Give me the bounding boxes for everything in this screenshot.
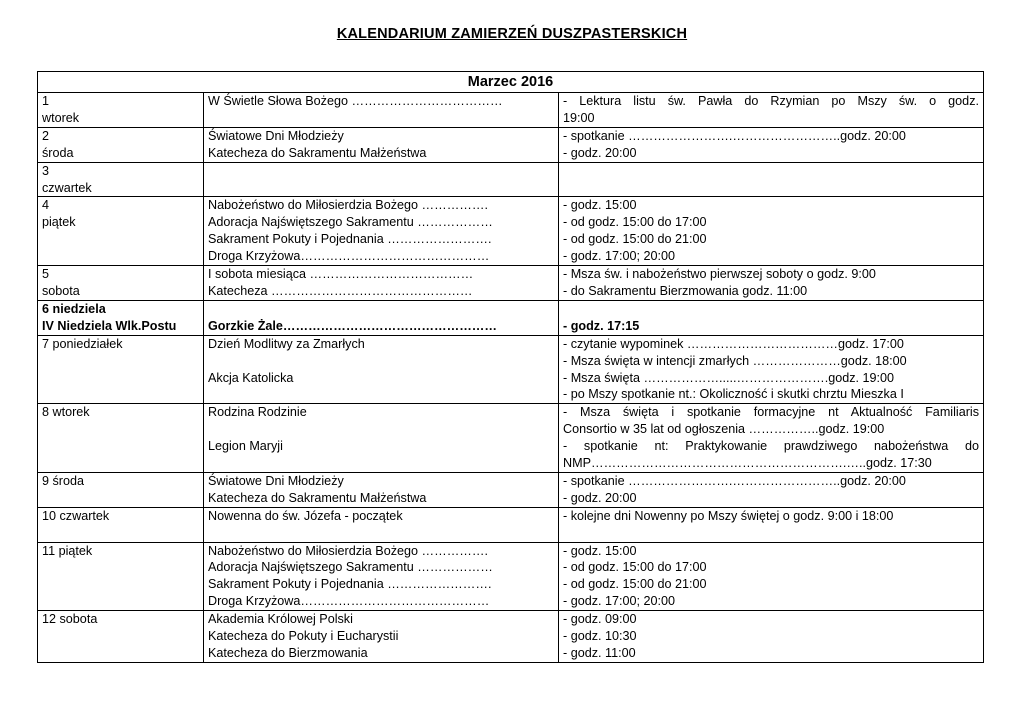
event-cell-line: Nabożeństwo do Miłosierdzia Bożego ……………. [208,198,488,213]
detail-cell [559,266,984,301]
day-cell-line [42,353,199,370]
detail-cell-line: - Msza święta w intencji zmarłych …………………godz. 18:00 [563,353,907,368]
event-cell-line: Sakrament Pokuty i Pojednania ……………………. [208,232,492,247]
day-cell-line: IV Niedziela Wlk.Postu [42,318,177,333]
detail-cell-line: - Msza św. i nabożeństwo pierwszej soboty o godz. 9:00 [563,267,876,282]
day-cell-line: 2 [42,128,50,143]
day-cell-line: 6 niedziela [42,301,106,316]
detail-cell [559,542,984,611]
event-cell-line: Adoracja Najświętszego Sakramentu ……………… [208,560,493,575]
month-header: Marzec 2016 [38,72,984,93]
detail-cell-line: - godz. 20:00 [563,145,637,160]
event-cell [204,611,559,663]
event-cell-line: Droga Krzyżowa……………………………………… [208,594,490,609]
day-cell-line [42,490,199,507]
day-cell-line [42,231,199,248]
event-cell-line: W Świetle Słowa Bożego ……………………………… [208,94,503,108]
calendar-body [38,93,984,663]
detail-cell-line: - od godz. 15:00 do 17:00 [563,215,707,230]
event-cell-line [208,525,554,542]
day-cell-line: piątek [42,215,76,230]
day-cell [38,472,204,507]
day-cell-line: 11 piątek [42,543,93,558]
table-row [38,162,984,197]
detail-cell-line [563,180,979,197]
day-cell-line: czwartek [42,180,92,195]
day-cell-line [42,593,199,610]
detail-cell-line: - Msza święta i spotkanie formacyjne nt Aktualność Familiaris [563,405,979,420]
day-cell-line: 1 [42,94,50,108]
event-cell-line: Katecheza do Pokuty i Eucharystii [208,629,399,644]
detail-cell-line: - godz. 11:00 [563,646,636,660]
document-title: KALENDARIUM ZAMIERZEŃ DUSZPASTERSKICH [336,26,688,42]
day-cell-line [42,421,199,438]
detail-cell [559,611,984,663]
day-cell [38,266,204,301]
event-cell-line [208,386,554,403]
event-cell-line [208,455,554,472]
detail-cell-line [563,301,979,318]
detail-cell [559,507,984,542]
detail-cell-line: - spotkanie …………………….……………………..godz. 20:00 [563,128,906,143]
detail-cell-line: - godz. 15:00 [563,543,637,558]
event-cell-line: Katecheza do Bierzmowania [208,646,368,660]
event-cell [204,93,559,128]
table-row [38,611,984,663]
event-cell [204,507,559,542]
detail-cell [559,197,984,266]
table-row [38,335,984,404]
event-cell-line: Akademia Królowej Polski [208,612,353,627]
detail-cell-line: - od godz. 15:00 do 21:00 [563,577,707,592]
day-cell [38,507,204,542]
detail-cell [559,93,984,128]
detail-cell-line: Consortio w 35 lat od ogłoszenia ……………..godz. 19:00 [563,422,885,437]
event-cell-line: Gorzkie Żale…………………………………………… [208,318,497,333]
table-row [38,127,984,162]
day-cell [38,93,204,128]
detail-cell [559,335,984,404]
day-cell-line: sobota [42,283,80,298]
event-cell [204,404,559,473]
event-cell-line [208,110,554,127]
detail-cell [559,162,984,197]
detail-cell-line [563,163,979,180]
day-cell [38,611,204,663]
detail-cell-line: - godz. 17:00; 20:00 [563,249,676,264]
event-cell-line: Sakrament Pokuty i Pojednania ……………………. [208,577,492,592]
detail-cell [559,127,984,162]
event-cell [204,127,559,162]
detail-cell-line: - spotkanie nt: Praktykowanie prawdziwego nabożeństwa do [563,439,979,454]
detail-cell-line: - godz. 17:00; 20:00 [563,594,676,609]
day-cell-line: 12 sobota [42,612,98,627]
event-cell [204,300,559,335]
day-cell-line: 9 środa [42,473,85,488]
month-header-row [38,72,984,93]
event-cell-line [208,353,554,370]
day-cell-line: 10 czwartek [42,508,110,523]
table-row [38,266,984,301]
day-cell-line [42,386,199,403]
event-cell [204,472,559,507]
table-row [38,300,984,335]
event-cell [204,266,559,301]
detail-cell-line: - po Mszy spotkanie nt.: Okoliczność i skutki chrztu Mieszka I [563,387,904,402]
day-cell-line: 8 wtorek [42,405,90,420]
event-cell-line: Rodzina Rodzinie [208,405,307,420]
day-cell [38,404,204,473]
detail-cell-line: - godz. 09:00 [563,612,637,627]
event-cell-line [208,180,554,197]
day-cell-line [42,576,199,593]
event-cell-line: Światowe Dni Młodzieży [208,128,344,143]
table-row [38,507,984,542]
table-row [38,93,984,128]
event-cell-line: Adoracja Najświętszego Sakramentu ……………… [208,215,493,230]
event-cell [204,162,559,197]
day-cell-line [42,370,199,387]
event-cell [204,542,559,611]
event-cell-line: Katecheza do Sakramentu Małżeństwa [208,145,427,160]
detail-cell-line: - od godz. 15:00 do 21:00 [563,232,707,247]
event-cell [204,335,559,404]
detail-cell-line: - Msza święta ……………….....………………….godz. 19:00 [563,370,895,385]
detail-cell-line [563,525,979,542]
table-row [38,197,984,266]
table-row [38,472,984,507]
day-cell-line [42,628,199,645]
event-cell-line: Światowe Dni Młodzieży [208,473,344,488]
detail-cell [559,404,984,473]
day-cell-line: 7 poniedziałek [42,336,123,351]
detail-cell-line: 19:00 [563,110,595,125]
day-cell [38,300,204,335]
day-cell-line [42,455,199,472]
event-cell-line: Droga Krzyżowa……………………………………… [208,249,490,264]
day-cell-line: 3 [42,163,50,178]
detail-cell [559,472,984,507]
table-row [38,542,984,611]
detail-cell-line: - godz. 15:00 [563,198,637,213]
event-cell-line: Katecheza ………………………………………… [208,283,473,298]
day-cell-line [42,525,199,542]
event-cell-line: Legion Maryji [208,439,283,454]
detail-cell-line: NMP…………………………………………………….…..godz. 17:30 [563,456,932,471]
detail-cell [559,300,984,335]
day-cell-line [42,645,199,662]
event-cell-line [208,163,554,180]
detail-cell-line: - od godz. 15:00 do 17:00 [563,560,707,575]
day-cell-line: wtorek [42,110,80,125]
event-cell-line: Nowenna do św. Józefa - początek [208,508,403,523]
day-cell [38,162,204,197]
day-cell [38,127,204,162]
day-cell [38,197,204,266]
detail-cell-line: - Lektura listu św. Pawła do Rzymian po Mszy św. o godz. [563,94,979,108]
detail-cell-line: - kolejne dni Nowenny po Mszy świętej o godz. 9:00 i 18:00 [563,508,894,523]
day-cell-line [42,248,199,265]
detail-cell-line: - godz. 10:30 [563,629,637,644]
event-cell-line: Katecheza do Sakramentu Małżeństwa [208,490,427,505]
event-cell-line: I sobota miesiąca ………………………………… [208,267,474,282]
day-cell-line: środa [42,145,74,160]
event-cell-line: Akcja Katolicka [208,370,294,385]
event-cell-line: Dzień Modlitwy za Zmarłych [208,336,365,351]
event-cell-line: Nabożeństwo do Miłosierdzia Bożego ……………. [208,543,488,558]
day-cell [38,542,204,611]
day-cell [38,335,204,404]
day-cell-line [42,559,199,576]
event-cell [204,197,559,266]
table-row [38,404,984,473]
calendar-table [37,71,984,663]
detail-cell-line: - godz. 17:15 [563,318,640,333]
event-cell-line [208,301,554,318]
detail-cell-line: - spotkanie …………………….……………………..godz. 20:00 [563,473,906,488]
day-cell-line: 5 [42,267,50,282]
detail-cell-line: - do Sakramentu Bierzmowania godz. 11:00 [563,283,808,298]
detail-cell-line: - czytanie wypominek ………………………………godz. 17:00 [563,336,904,351]
day-cell-line [42,438,199,455]
detail-cell-line: - godz. 20:00 [563,490,637,505]
day-cell-line: 4 [42,198,50,213]
event-cell-line [208,421,554,438]
